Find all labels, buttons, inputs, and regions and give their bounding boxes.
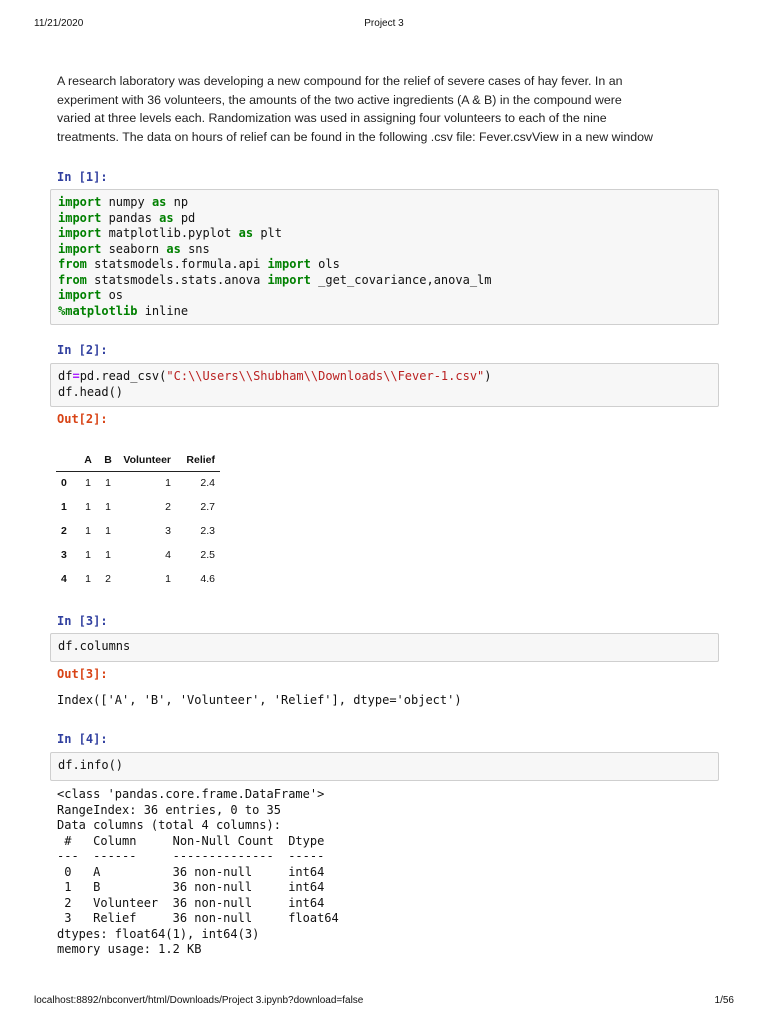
code-cell-1[interactable] (50, 189, 719, 325)
code-token: np (166, 195, 189, 209)
code-token: df.info() (58, 758, 124, 772)
output-line: 2 Volunteer 36 non-null int64 (57, 895, 339, 910)
page-title: Project 3 (364, 18, 404, 29)
code-line (58, 758, 711, 774)
code-token: ols (310, 257, 340, 271)
cell-b: 2 (105, 573, 111, 585)
output-line: dtypes: float64(1), int64(3) (57, 926, 260, 941)
code-line (58, 242, 711, 258)
cell-b: 1 (105, 525, 111, 537)
output-line: RangeIndex: 36 entries, 0 to 35 (57, 802, 281, 817)
row-index: 1 (61, 501, 67, 513)
code-line (58, 273, 711, 289)
output-line: 3 Relief 36 non-null float64 (57, 911, 339, 925)
code-token: pd (173, 210, 196, 225)
table-row (56, 495, 220, 519)
row-index: 4 (61, 573, 67, 585)
code-token: inline (137, 303, 189, 318)
code-token: numpy (101, 195, 152, 209)
code-line (58, 288, 711, 304)
print-date: 11/21/2020 (34, 18, 84, 29)
cell-relief: 2.3 (200, 525, 215, 537)
code-token: ) (484, 369, 492, 383)
code-token: import (58, 241, 102, 256)
output-prompt-3: Out[3]: (57, 667, 108, 681)
cell-volunteer: 4 (165, 549, 171, 561)
cell-a: 1 (85, 549, 91, 561)
row-index: 3 (61, 549, 67, 561)
code-token: from (58, 257, 87, 271)
column-header-a: A (78, 449, 98, 471)
intro-line: A research laboratory was developing a new compound for the relief of severe cases of hay fever. In an (57, 74, 623, 88)
input-prompt-1: In [1]: (57, 170, 108, 184)
input-prompt-3: In [3]: (57, 614, 108, 628)
cell-a: 1 (85, 525, 91, 537)
code-token: as (159, 210, 174, 225)
output-prompt-2: Out[2]: (57, 412, 108, 426)
code-line (58, 226, 711, 242)
code-token: import (58, 210, 102, 225)
output-line: 1 B 36 non-null int64 (57, 880, 339, 894)
row-index: 2 (61, 525, 67, 537)
code-token: seaborn (101, 241, 167, 256)
code-token: os (101, 288, 124, 302)
cell-b: 1 (105, 477, 111, 490)
code-cell-4[interactable] (50, 752, 719, 781)
code-token: statsmodels.stats.anova (86, 272, 268, 287)
code-token: import (58, 195, 102, 209)
table-header-row (56, 449, 220, 471)
code-cell-3[interactable] (50, 633, 719, 662)
code-token: matplotlib.pyplot (101, 226, 239, 240)
table-row (56, 519, 220, 543)
column-header-relief: Relief (176, 449, 220, 471)
code-line (58, 211, 711, 227)
code-token: %matplotlib (58, 303, 138, 318)
table-row (56, 471, 220, 495)
cell-volunteer: 2 (165, 501, 171, 513)
code-line (58, 257, 711, 273)
code-token: pandas (101, 210, 160, 225)
code-token: import (267, 257, 311, 271)
code-token: "C:\\Users\\Shubham\\Downloads\\Fever-1.csv" (166, 369, 485, 383)
cell-volunteer: 1 (165, 573, 171, 585)
output-line: 0 A 36 non-null int64 (57, 864, 339, 879)
code-token: import (58, 288, 102, 302)
cell-a: 1 (85, 501, 91, 513)
code-token: plt (253, 226, 282, 240)
input-prompt-4: In [4]: (57, 732, 108, 746)
code-token: df.head() (58, 384, 124, 399)
output-line: Data columns (total 4 columns): (57, 818, 281, 832)
output-line: <class 'pandas.core.frame.DataFrame'> (57, 787, 325, 801)
cell-a: 1 (85, 477, 91, 490)
code-token: _get_covariance,anova_lm (310, 272, 492, 287)
row-index: 0 (61, 477, 67, 490)
index-header (56, 449, 78, 471)
cell-b: 1 (105, 549, 111, 561)
code-line (58, 385, 711, 401)
footer-url: localhost:8892/nbconvert/html/Downloads/Project 3.ipynb?download=false (34, 995, 364, 1006)
cell-relief: 4.6 (200, 573, 215, 585)
code-token: from (58, 272, 87, 287)
code-token: as (238, 226, 254, 240)
cell-volunteer: 3 (165, 525, 171, 537)
code-token: df.columns (58, 639, 131, 653)
code-token: pd.read_csv( (79, 369, 167, 383)
cell-a: 1 (85, 573, 91, 585)
column-header-b: B (98, 449, 118, 471)
output-text-4 (57, 787, 339, 958)
code-token: sns (180, 241, 210, 256)
code-token: statsmodels.formula.api (86, 257, 268, 271)
code-token: = (72, 369, 80, 383)
code-line (58, 639, 711, 655)
page-number: 1/56 (714, 995, 734, 1006)
output-text-3 (57, 693, 462, 709)
table-row (56, 543, 220, 567)
code-line (58, 304, 711, 320)
code-line (58, 195, 711, 211)
intro-line: experiment with 36 volunteers, the amounts of the two active ingredients (A & B) in the compound were (57, 92, 622, 107)
output-line: # Column Non-Null Count Dtype (57, 833, 339, 848)
intro-line: varied at three levels each. Randomization was used in assigning four volunteers to each of the nine (57, 111, 607, 125)
code-token: as (166, 241, 181, 256)
output-line: memory usage: 1.2 KB (57, 942, 202, 956)
dataframe-table (56, 449, 220, 591)
cell-relief: 2.5 (200, 549, 215, 561)
code-token: as (151, 195, 167, 209)
intro-paragraph (57, 72, 725, 146)
intro-line: treatments. The data on hours of relief can be found in the following .csv file: Fever.csvView in a new window (57, 129, 653, 144)
table-row (56, 567, 220, 591)
output-line: --- ------ -------------- ----- (57, 849, 339, 863)
code-token: import (267, 272, 311, 287)
cell-volunteer: 1 (165, 477, 171, 490)
cell-relief: 2.4 (200, 477, 215, 490)
cell-relief: 2.7 (200, 501, 215, 513)
code-token: import (58, 226, 102, 240)
code-cell-2[interactable] (50, 363, 719, 407)
code-token: df (58, 369, 73, 383)
input-prompt-2: In [2]: (57, 343, 108, 357)
output-line: Index(['A', 'B', 'Volunteer', 'Relief'], dtype='object') (57, 693, 462, 707)
column-header-volunteer: Volunteer (118, 449, 176, 471)
code-line (58, 369, 711, 385)
cell-b: 1 (105, 501, 111, 513)
